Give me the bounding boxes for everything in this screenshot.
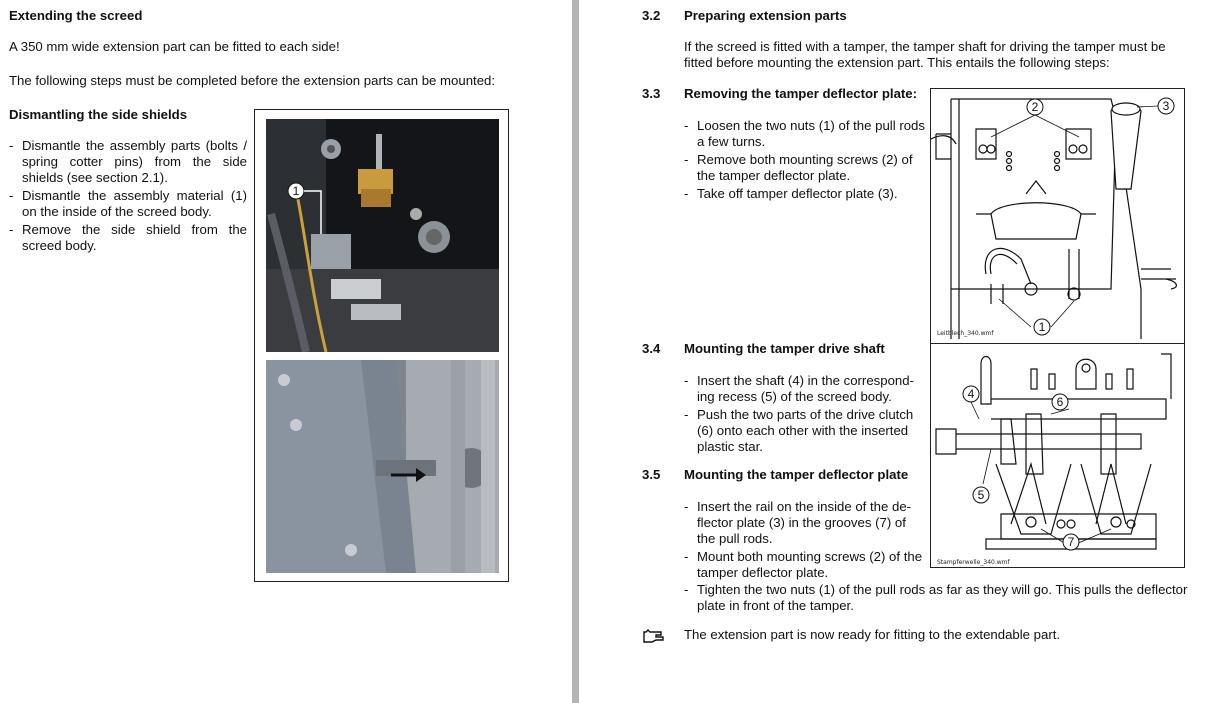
figure-caption: Stampferwelle_340.wmf — [937, 559, 1010, 566]
list-item: - Mount both mounting screws (2) of the tamper deflector plate. — [684, 549, 926, 581]
section-number-3-2: 3.2 — [642, 8, 661, 23]
list-item: - Take off tamper deflector plate (3). — [684, 186, 926, 202]
steps-3-3 — [684, 118, 926, 204]
figure-drive-shaft — [930, 343, 1185, 568]
section-title: Extending the screed — [9, 8, 143, 23]
section-title-3-3: Removing the tamper deflector plate: — [684, 86, 918, 101]
section-number-3-3: 3.3 — [642, 86, 661, 101]
section-title-3-4: Mounting the tamper drive shaft — [684, 341, 885, 356]
steps-3-5 — [684, 499, 926, 583]
list-item: - Dismantle the assembly material (1) on the inside of the screed body. — [9, 188, 247, 220]
photo-side-shield-mount — [266, 119, 499, 352]
section-title-3-2: Preparing extension parts — [684, 8, 847, 23]
callout-3: 3 — [1162, 99, 1170, 113]
intro-text-2: The following steps must be completed before the extension parts can be mounted: — [9, 73, 496, 88]
callout-5: 5 — [977, 488, 985, 502]
photo-side-shield-removed — [266, 360, 499, 573]
list-item: - Dismantle the assembly parts (bolts / spring cotter pins) from the side shields (see section 2.1). — [9, 138, 247, 186]
list-item: - Tighten the two nuts (1) of the pull rods as far as they will go. This pulls the deflector plate in front of the tamper. — [684, 582, 1192, 614]
section-text-3-2: If the screed is fitted with a tamper, the tamper shaft for driving the tamper must be fitted before mounting the extension part. This entails the following steps: — [684, 39, 1166, 70]
list-item: - Insert the shaft (4) in the correspond-ing recess (5) of the screed body. — [684, 373, 926, 405]
pointing-hand-icon — [642, 627, 666, 645]
callout-2: 2 — [1031, 100, 1039, 114]
callout-4: 4 — [967, 387, 975, 401]
photo-callout-1: 1 — [292, 184, 300, 198]
list-item: - Remove both mounting screws (2) of the tamper deflector plate. — [684, 152, 926, 184]
dismantle-steps — [9, 138, 247, 256]
callout-6: 6 — [1056, 395, 1064, 409]
list-item: - Loosen the two nuts (1) of the pull rods a few turns. — [684, 118, 926, 150]
photo-frame — [254, 109, 509, 582]
steps-3-4 — [684, 373, 926, 457]
steps-3-5-wide — [684, 582, 1192, 616]
subsection-title: Dismantling the side shields — [9, 107, 188, 122]
page-divider — [572, 0, 579, 703]
list-item: - Remove the side shield from the screed body. — [9, 222, 247, 254]
callout-1: 1 — [1038, 320, 1046, 334]
callout-7: 7 — [1067, 535, 1075, 549]
list-item: - Insert the rail on the inside of the de-flector plate (3) in the grooves (7) of the pull rods. — [684, 499, 926, 547]
section-number-3-4: 3.4 — [642, 341, 661, 356]
list-item: - Push the two parts of the drive clutch (6) onto each other with the inserted plastic star. — [684, 407, 926, 455]
figure-deflector-plate — [930, 88, 1185, 344]
section-title-3-5: Mounting the tamper deflector plate — [684, 467, 909, 482]
figure-caption: Leitblech_340.wmf — [937, 330, 994, 337]
note-text: The extension part is now ready for fitting to the extendable part. — [684, 627, 1061, 642]
section-number-3-5: 3.5 — [642, 467, 661, 482]
intro-text-1: A 350 mm wide extension part can be fitted to each side! — [9, 39, 340, 54]
